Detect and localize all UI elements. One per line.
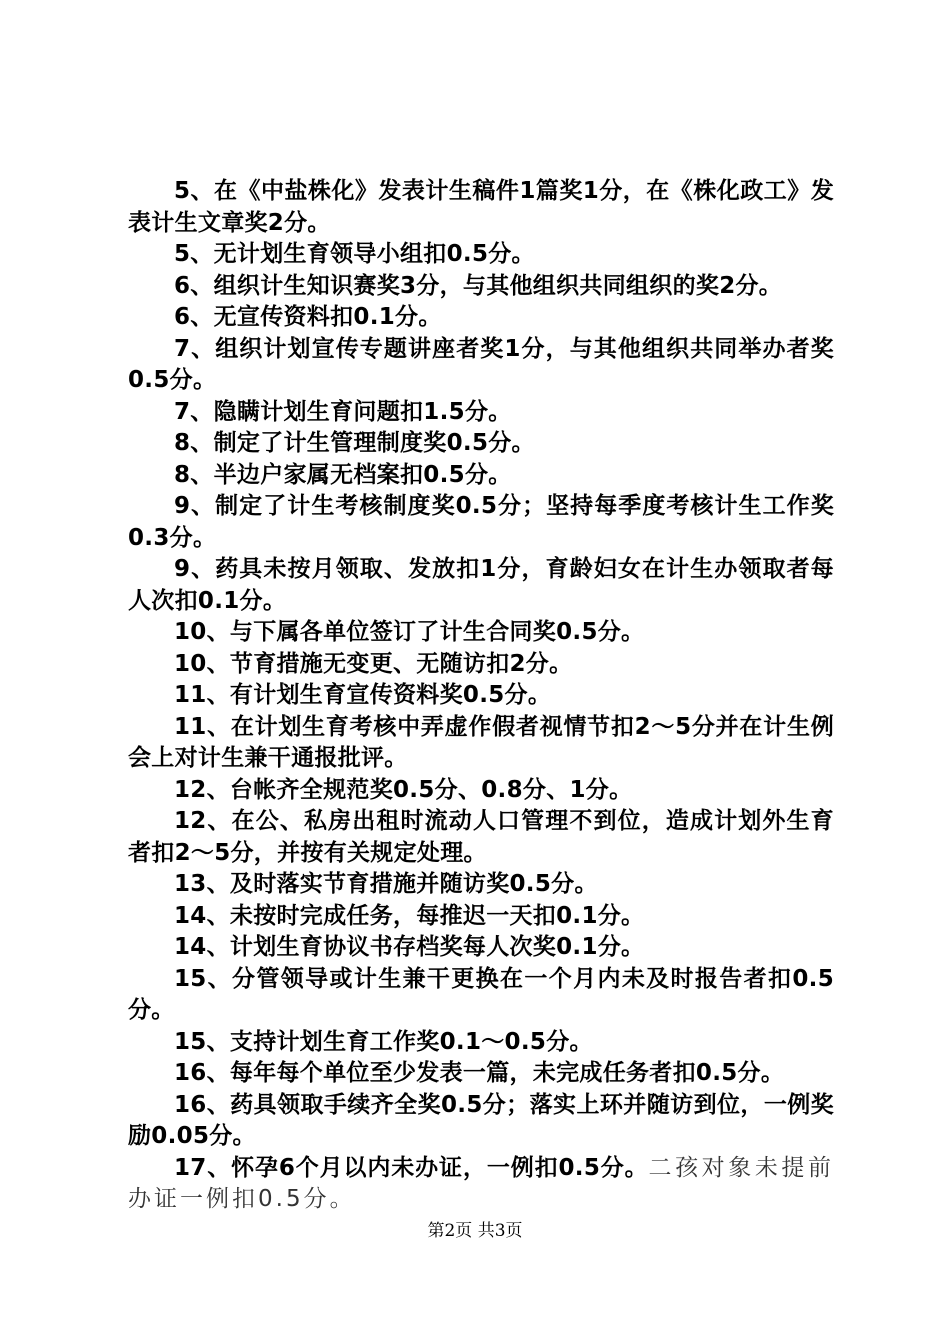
paragraph: 14、未按时完成任务，每推迟一天扣0.1分。 <box>174 902 645 929</box>
paragraph: 6、无宣传资料扣0.1分。 <box>174 304 442 330</box>
last-paragraph <box>128 1153 834 1216</box>
last-paragraph-tail: 二孩对象未提前办证一例扣0.5分。 <box>128 1154 834 1212</box>
paragraph: 9、制定了计生考核制度奖0.5分；坚持每季度考核计生工作奖0.3分。 <box>128 493 834 551</box>
paragraph: 16、每年每个单位至少发表一篇，未完成任务者扣0.5分。 <box>174 1060 785 1086</box>
paragraph: 8、制定了计生管理制度奖0.5分。 <box>174 430 535 456</box>
paragraph: 5、在《中盐株化》发表计生稿件1篇奖1分，在《株化政工》发表计生文章奖2分。 <box>128 178 834 236</box>
paragraph: 15、支持计划生育工作奖0.1～0.5分。 <box>174 1028 593 1055</box>
paragraph: 8、半边户家属无档案扣0.5分。 <box>174 461 512 488</box>
page-footer: 第2页 共3页 <box>427 1221 523 1241</box>
paragraph: 12、台帐齐全规范奖0.5分、0.8分、1分。 <box>174 776 633 803</box>
paragraph: 9、药具未按月领取、发放扣1分，育龄妇女在计生办领取者每人次扣0.1分。 <box>128 556 834 614</box>
paragraph: 11、有计划生育宣传资料奖0.5分。 <box>174 682 552 708</box>
paragraph: 16、药具领取手续齐全奖0.5分；落实上环并随访到位，一例奖励0.05分。 <box>128 1091 834 1149</box>
paragraph: 7、组织计划宣传专题讲座者奖1分，与其他组织共同举办者奖0.5分。 <box>128 335 834 393</box>
paragraph: 10、节育措施无变更、无随访扣2分。 <box>174 650 573 677</box>
last-paragraph-main: 17、怀孕6个月以内未办证，一例扣0.5分。 <box>174 1154 649 1181</box>
paragraph: 11、在计划生育考核中弄虚作假者视情节扣2～5分并在计生例会上对计生兼干通报批评。 <box>128 713 834 771</box>
paragraph: 10、与下属各单位签订了计生合同奖0.5分。 <box>174 619 645 645</box>
paragraph: 5、无计划生育领导小组扣0.5分。 <box>174 241 535 267</box>
paragraph: 12、在公、私房出租时流动人口管理不到位，造成计划外生育者扣2～5分，并按有关规定处理。 <box>128 808 834 866</box>
paragraph: 14、计划生育协议书存档奖每人次奖0.1分。 <box>174 934 645 960</box>
paragraph: 13、及时落实节育措施并随访奖0.5分。 <box>174 871 598 897</box>
document-body <box>128 176 834 1216</box>
paragraph: 7、隐瞒计划生育问题扣1.5分。 <box>174 398 512 425</box>
paragraph: 15、分管领导或计生兼干更换在一个月内未及时报告者扣0.5分。 <box>128 965 834 1023</box>
paragraph: 6、组织计生知识赛奖3分，与其他组织共同组织的奖2分。 <box>174 272 783 299</box>
